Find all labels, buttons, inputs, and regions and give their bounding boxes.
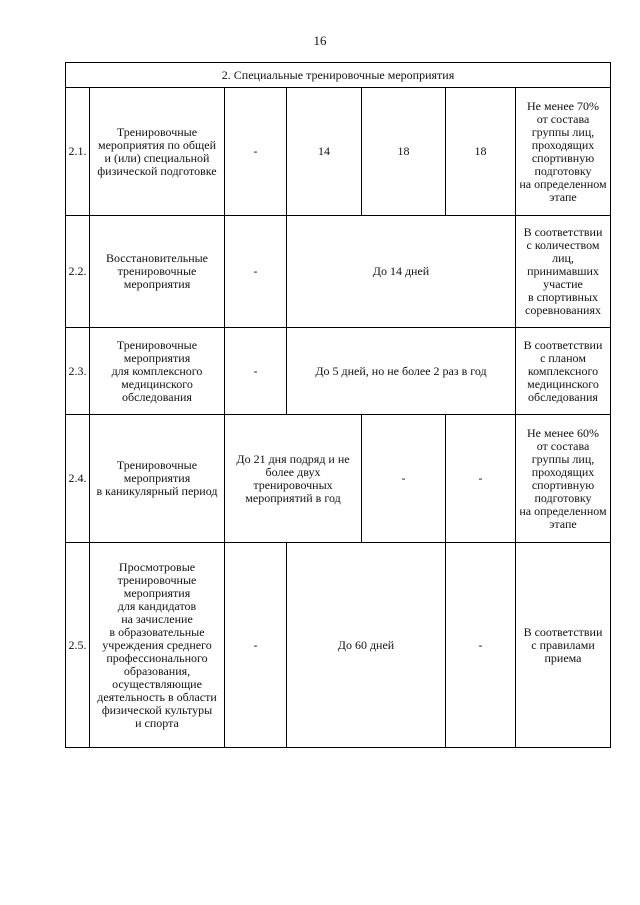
table-row — [66, 543, 611, 748]
table-row — [66, 88, 611, 216]
note-cell: В соответствии с планом комплексного медицинского обследования — [516, 328, 611, 415]
table-row — [66, 328, 611, 415]
value-cell: - — [446, 415, 516, 543]
value-cell: 18 — [446, 88, 516, 216]
value-cell: - — [362, 415, 446, 543]
value-cell: - — [225, 216, 287, 328]
table-row — [66, 415, 611, 543]
event-name: Тренировочные мероприятия по общей и (или) специальной физической подготовке — [90, 88, 225, 216]
note-cell: Не менее 60% от состава группы лиц, проходящих спортивную подготовку на определенном этапе — [516, 415, 611, 543]
table-row — [66, 216, 611, 328]
section-title: 2. Специальные тренировочные мероприятия — [66, 63, 611, 88]
value-cell: - — [225, 543, 287, 748]
row-number: 2.1. — [66, 88, 90, 216]
note-cell: Не менее 70% от состава группы лиц, проходящих спортивную подготовку на определенном этапе — [516, 88, 611, 216]
value-cell: - — [225, 328, 287, 415]
value-cell: 18 — [362, 88, 446, 216]
value-cell: - — [446, 543, 516, 748]
section-header-row — [66, 63, 611, 88]
training-events-table — [65, 62, 611, 748]
event-name: Тренировочные мероприятия для комплексного медицинского обследования — [90, 328, 225, 415]
row-number: 2.2. — [66, 216, 90, 328]
merged-value-cell: До 5 дней, но не более 2 раз в год — [287, 328, 516, 415]
page-number: 16 — [313, 33, 327, 48]
note-cell: В соответствии с количеством лиц, принимавших участие в спортивных соревнованиях — [516, 216, 611, 328]
merged-value-cell: До 60 дней — [287, 543, 446, 748]
merged-value-cell: До 21 дня подряд и не более двух тренировочных мероприятий в год — [225, 415, 362, 543]
row-number: 2.5. — [66, 543, 90, 748]
event-name: Тренировочные мероприятия в каникулярный период — [90, 415, 225, 543]
row-number: 2.3. — [66, 328, 90, 415]
value-cell: 14 — [287, 88, 362, 216]
merged-value-cell: До 14 дней — [287, 216, 516, 328]
event-name: Просмотровые тренировочные мероприятия для кандидатов на зачисление в образовательные учреждения среднего профессионального образования, осуществляющие деятельность в области физической культуры и спорта — [90, 543, 225, 748]
value-cell: - — [225, 88, 287, 216]
row-number: 2.4. — [66, 415, 90, 543]
note-cell: В соответствии с правилами приема — [516, 543, 611, 748]
event-name: Восстановительные тренировочные мероприятия — [90, 216, 225, 328]
